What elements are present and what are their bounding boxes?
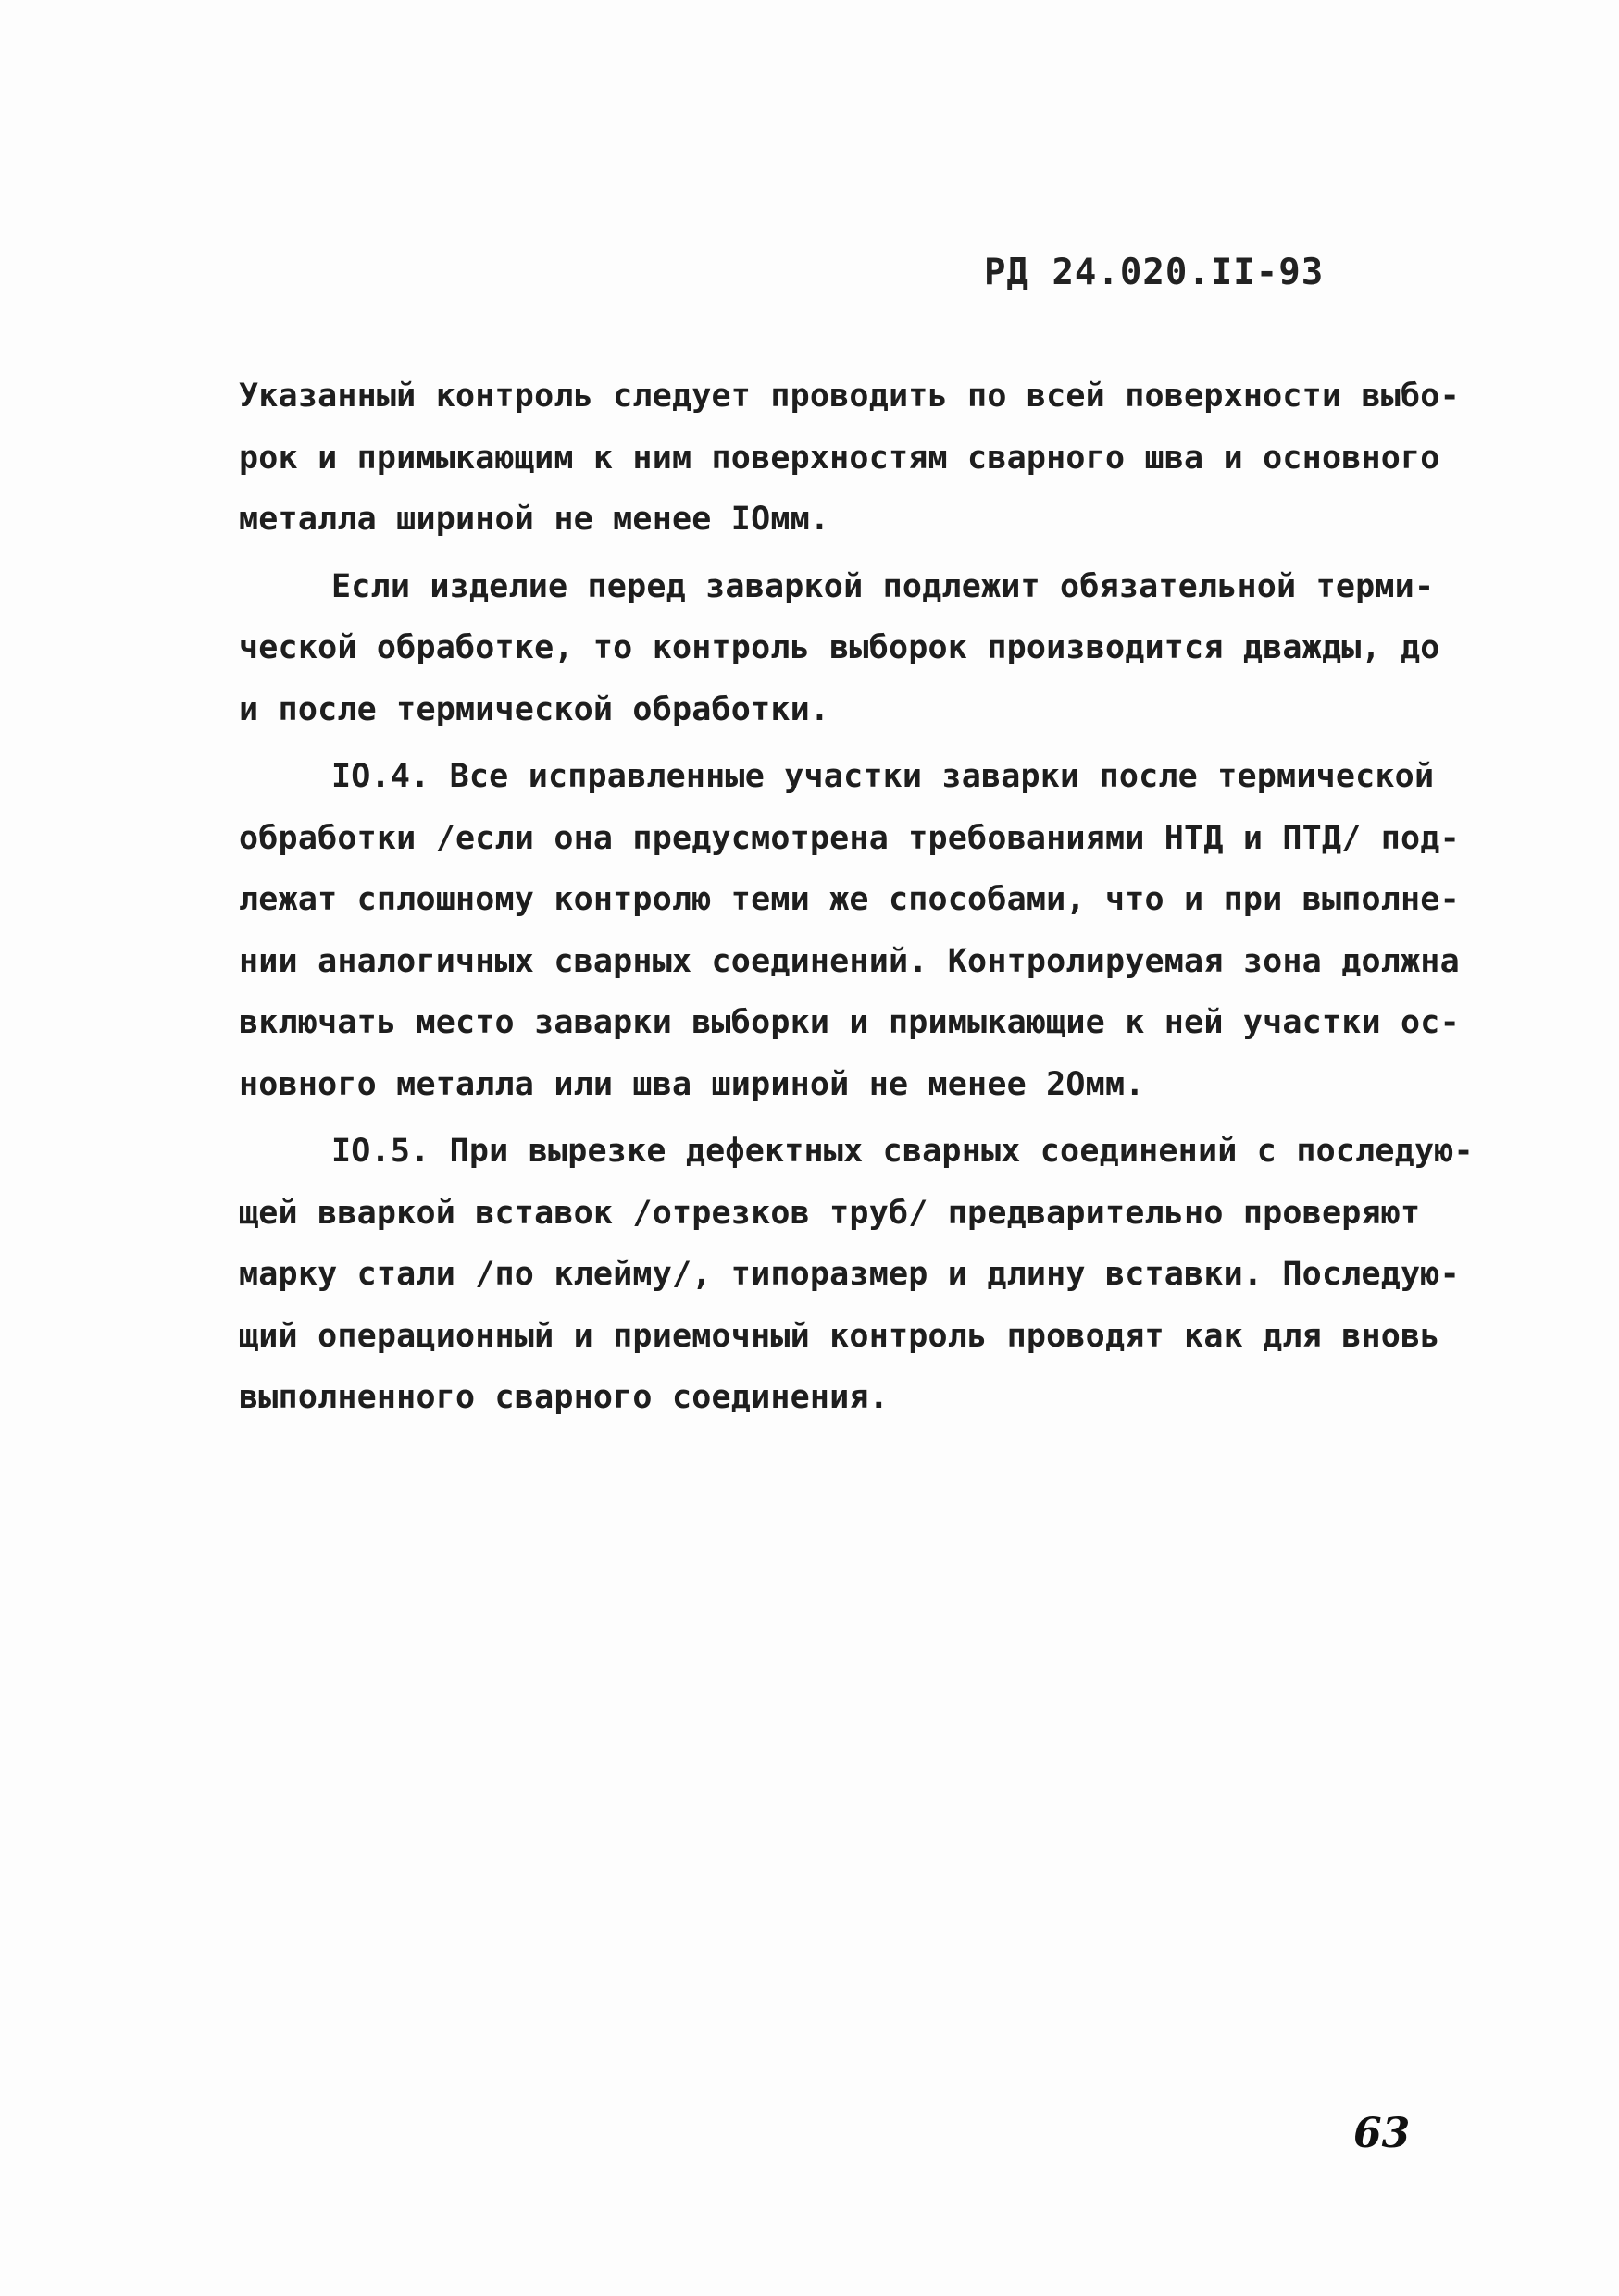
text-line: лежат сплошному контролю теми же способами, что и при выполне- <box>239 881 1460 918</box>
text-line: ческой обработке, то контроль выборок производится дважды, до <box>239 629 1440 666</box>
document-code: РД 24.020.II-93 <box>984 252 1325 293</box>
text-line: Если изделие перед заваркой подлежит обязательной терми- <box>331 567 1435 605</box>
text-line: щей вваркой вставок /отрезков труб/ предварительно проверяют <box>239 1194 1421 1232</box>
section-10-4-line: IO.4. Все исправленные участки заварки после термической <box>331 758 1435 795</box>
text-line: Указанный контроль следует проводить по всей поверхности выбо- <box>239 378 1460 415</box>
text-line: марку стали /по клейму/, типоразмер и длину вставки. Последую- <box>239 1256 1460 1293</box>
text-line: включать место заварки выборки и примыкающие к ней участки ос- <box>239 1004 1460 1041</box>
text-line: щий операционный и приемочный контроль проводят как для вновь <box>239 1317 1440 1355</box>
text-line: и после термической обработки. <box>239 690 830 728</box>
text-line: металла шириной не менее IОмм. <box>239 501 830 538</box>
text-line: новного металла или шва шириной не менее 2Омм. <box>239 1065 1145 1103</box>
text-line: рок и примыкающим к ним поверхностям сварного шва и основного <box>239 439 1440 477</box>
text-line: выполненного сварного соединения. <box>239 1379 889 1416</box>
page-number: 63 <box>1353 2110 1411 2157</box>
section-10-5-line: IO.5. При вырезке дефектных сварных соединений с последую- <box>331 1133 1474 1170</box>
text-line: обработки /если она предусмотрена требованиями НТД и ПТД/ под- <box>239 819 1460 857</box>
document-body <box>239 366 1474 1429</box>
text-line: нии аналогичных сварных соединений. Контролируемая зона должна <box>239 942 1460 980</box>
